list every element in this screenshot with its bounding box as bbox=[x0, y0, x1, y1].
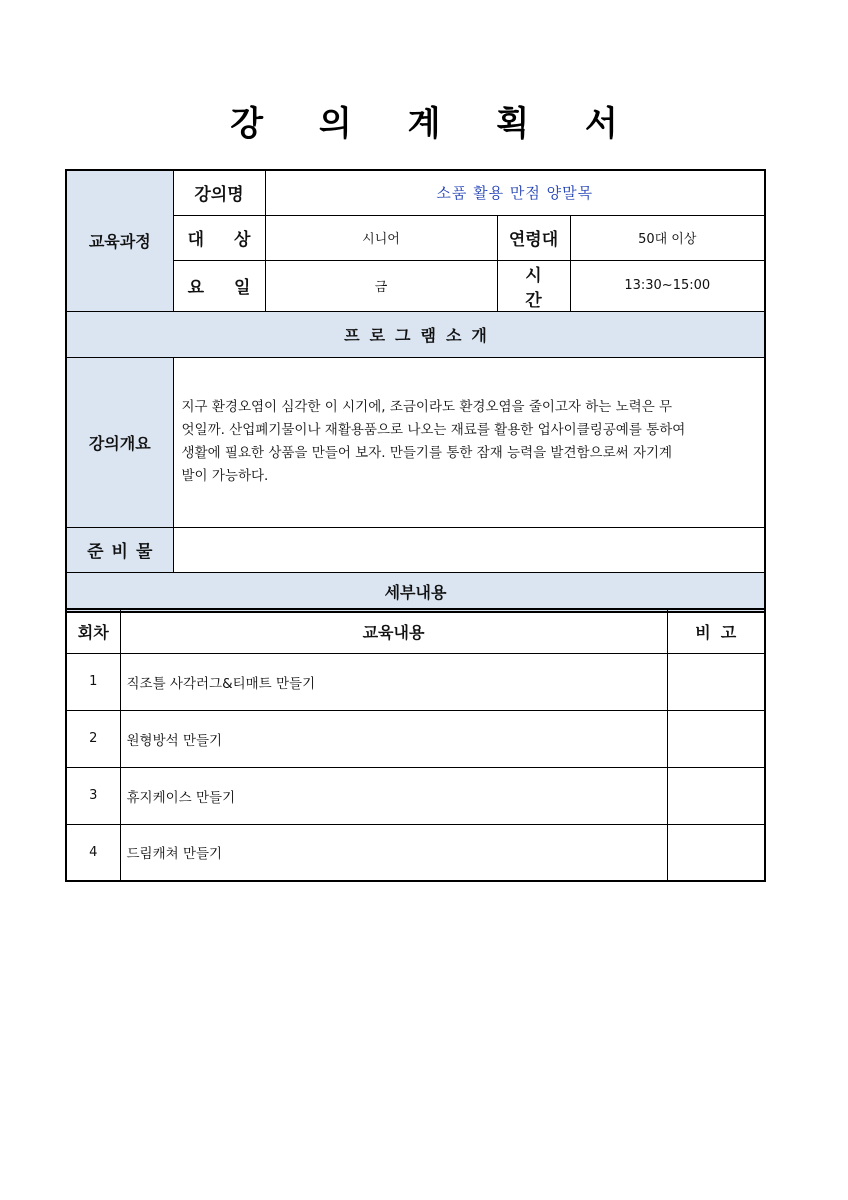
session-content: 휴지케이스 만들기 bbox=[120, 767, 667, 824]
course-section-label: 교육과정 bbox=[66, 170, 173, 311]
course-info-table bbox=[65, 169, 766, 613]
target-label: 대 상 bbox=[173, 215, 265, 260]
overview-line: 발이 가능하다. bbox=[181, 468, 269, 484]
day-value: 금 bbox=[265, 260, 497, 311]
session-remarks bbox=[667, 824, 765, 881]
preparation-label: 준비물 bbox=[66, 527, 173, 572]
course-name-value: 소품 활용 만점 양말목 bbox=[265, 170, 765, 215]
table-row bbox=[66, 767, 765, 824]
overview-label: 강의개요 bbox=[66, 357, 173, 527]
overview-line: 지구 환경오염이 심각한 이 시기에, 조금이라도 환경오염을 줄이고자 하는 노력은 무 bbox=[181, 399, 673, 415]
session-content: 드림캐쳐 만들기 bbox=[120, 824, 667, 881]
session-remarks bbox=[667, 767, 765, 824]
session-remarks bbox=[667, 653, 765, 710]
overview-text bbox=[173, 357, 765, 527]
time-label: 시 간 bbox=[497, 260, 570, 311]
target-value: 시니어 bbox=[265, 215, 497, 260]
session-content: 원형방석 만들기 bbox=[120, 710, 667, 767]
program-section-title: 프로그램소개 bbox=[66, 311, 765, 357]
session-number: 2 bbox=[66, 710, 120, 767]
age-label: 연령대 bbox=[497, 215, 570, 260]
session-number: 3 bbox=[66, 767, 120, 824]
content-header: 교육내용 bbox=[120, 609, 667, 653]
session-number: 4 bbox=[66, 824, 120, 881]
course-name-label: 강의명 bbox=[173, 170, 265, 215]
preparation-value bbox=[173, 527, 765, 572]
session-header: 회차 bbox=[66, 609, 120, 653]
session-number: 1 bbox=[66, 653, 120, 710]
overview-line: 생활에 필요한 상품을 만들어 보자. 만들기를 통한 잠재 능력을 발견함으로써 자기계 bbox=[181, 445, 673, 461]
document-title: 강 의 계 획 서 bbox=[230, 104, 640, 144]
remarks-header: 비고 bbox=[667, 609, 765, 653]
overview-line: 엇일까. 산업폐기물이나 재활용품으로 나오는 재료를 활용한 업사이클링공예를 통하여 bbox=[181, 422, 686, 438]
details-table bbox=[65, 608, 766, 882]
table-row bbox=[66, 710, 765, 767]
table-row bbox=[66, 824, 765, 881]
details-section-title: 세부내용 bbox=[66, 572, 765, 612]
session-content: 직조틀 사각러그&티매트 만들기 bbox=[120, 653, 667, 710]
session-remarks bbox=[667, 710, 765, 767]
age-value: 50대 이상 bbox=[570, 215, 765, 260]
time-value: 13:30~15:00 bbox=[570, 260, 765, 311]
table-row bbox=[66, 653, 765, 710]
day-label: 요 일 bbox=[173, 260, 265, 311]
